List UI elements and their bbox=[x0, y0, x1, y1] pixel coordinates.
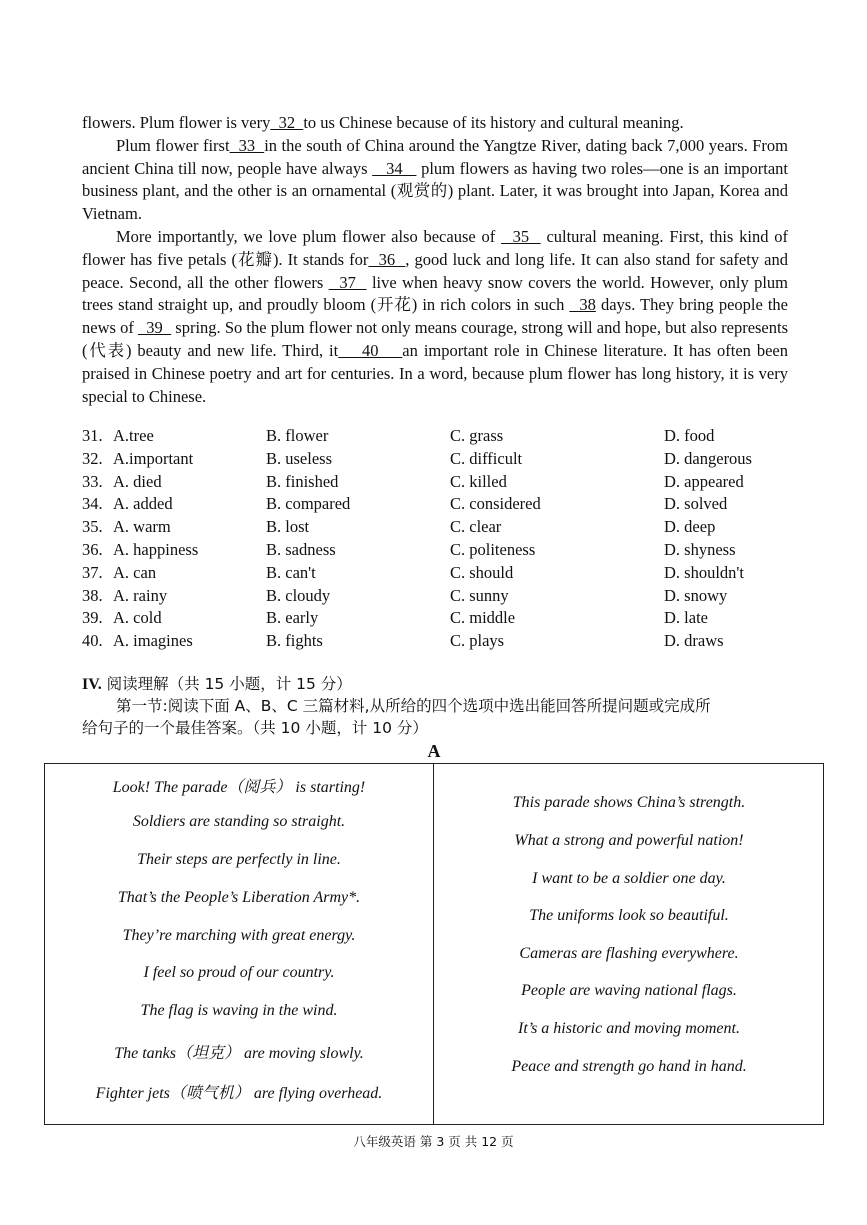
blank-32: 32 bbox=[270, 113, 304, 132]
option-a: A. imagines bbox=[113, 631, 193, 651]
passage-text: an important role in Chinese literature. It has often been praised in Chinese poetry and art for centuries. In a word, because plum flower has long history, it is very special to Chinese. bbox=[82, 340, 788, 406]
passage-text: plum flowers as having two roles—one is an important business plant, and the other is an ornamental (观赏的) plant. Later, it was brought into Japan, Korea and Vietnam. bbox=[82, 158, 788, 224]
option-row bbox=[82, 607, 782, 630]
blank-33: 33 bbox=[229, 135, 265, 155]
option-c: C. sunny bbox=[450, 585, 509, 605]
poem-line: Cameras are flashing everywhere. bbox=[519, 945, 739, 962]
option-d: D. food bbox=[664, 426, 715, 445]
poem-line: Peace and strength go hand in hand. bbox=[511, 1058, 747, 1075]
passage-text: in the south of China around the Yangtze River, dating back 7,000 years. From ancient China till now, people have always bbox=[82, 135, 788, 178]
question-number: 40. bbox=[82, 631, 103, 651]
question-number: 33. bbox=[82, 471, 103, 491]
passage-text: Plum flower first bbox=[116, 135, 230, 155]
blank-34: 34 bbox=[372, 158, 417, 178]
passage-paragraph-3 bbox=[82, 226, 788, 408]
passage-text: spring. So the plum flower not only means courage, strong will and hope, but also represents (代表) beauty and new life. Third, it bbox=[82, 318, 789, 360]
poem-line: Soldiers are standing so straight. bbox=[132, 813, 346, 830]
option-row bbox=[82, 516, 782, 539]
question-number: 36. bbox=[82, 539, 103, 559]
option-d: D. snowy bbox=[664, 585, 728, 605]
option-c: C. politeness bbox=[450, 539, 536, 559]
section-number: IV. bbox=[82, 676, 102, 693]
poem-line: Fighter jets（喷气机） are flying overhead. bbox=[95, 1085, 383, 1102]
passage-letter: A bbox=[427, 741, 441, 761]
passage-text: live when heavy snow covers the world. However, only plum trees stand straight up, and proudly bloom (开花) in rich colors in such bbox=[82, 272, 788, 315]
poem-line: People are waving national flags. bbox=[521, 982, 737, 999]
poem-line: I feel so proud of our country. bbox=[143, 964, 335, 981]
poem-line: Their steps are perfectly in line. bbox=[137, 851, 341, 868]
option-row bbox=[82, 471, 782, 494]
question-number: 34. bbox=[82, 494, 103, 514]
poem-line: That’s the People’s Liberation Army*. bbox=[117, 889, 361, 906]
option-b: B. sadness bbox=[266, 539, 336, 559]
blank-37: 37 bbox=[328, 272, 367, 292]
option-d: D. late bbox=[664, 608, 708, 628]
option-b: B. can't bbox=[266, 562, 316, 582]
option-c: C. difficult bbox=[450, 448, 523, 468]
option-a: A.important bbox=[113, 448, 194, 468]
option-a: A. can bbox=[113, 562, 157, 582]
option-c: C. grass bbox=[450, 426, 504, 445]
instruction-line-1: 第一节:阅读下面 A、B、C 三篇材料,从所给的四个选项中选出能回答所提问题或完成所 bbox=[116, 697, 711, 715]
option-row bbox=[82, 630, 782, 653]
option-row bbox=[82, 493, 782, 516]
question-number: 35. bbox=[82, 517, 103, 537]
section-title: 阅读理解（共 15 小题，计 15 分） bbox=[101, 675, 352, 693]
option-b: B. early bbox=[266, 608, 319, 628]
question-number: 31. bbox=[82, 426, 103, 445]
instruction-line-2: 给句子的一个最佳答案。（共 10 小题，计 10 分） bbox=[82, 719, 428, 737]
option-d: D. dangerous bbox=[664, 448, 752, 468]
option-c: C. middle bbox=[450, 608, 516, 628]
option-b: B. lost bbox=[266, 517, 310, 537]
passage-text: , good luck and long life. It can also stand for safety and peace. Second, all the other flowers bbox=[82, 249, 788, 292]
answer-options bbox=[82, 425, 782, 653]
option-row bbox=[82, 585, 782, 608]
passage-text: More importantly, we love plum flower also because of bbox=[116, 226, 502, 246]
passage-text: flowers. Plum flower is very bbox=[82, 113, 271, 132]
blank-40: 40 bbox=[338, 340, 403, 360]
passage-paragraph-1 bbox=[82, 112, 788, 135]
option-a: A. died bbox=[113, 471, 162, 491]
blank-35: 35 bbox=[501, 226, 541, 246]
poem-line: They’re marching with great energy. bbox=[122, 927, 356, 944]
question-number: 37. bbox=[82, 562, 103, 582]
option-c: C. should bbox=[450, 562, 514, 582]
option-d: D. deep bbox=[664, 517, 716, 537]
poem-line: The tanks（坦克） are moving slowly. bbox=[114, 1045, 364, 1062]
passage-text: days. They bring people the news of bbox=[82, 295, 788, 338]
option-b: B. compared bbox=[266, 494, 351, 514]
option-a: A. warm bbox=[113, 517, 171, 537]
poem-line: This parade shows China’s strength. bbox=[512, 794, 746, 811]
option-b: B. finished bbox=[266, 471, 339, 491]
option-b: B. fights bbox=[266, 631, 323, 651]
option-c: C. killed bbox=[450, 471, 507, 491]
option-row bbox=[82, 539, 782, 562]
option-a: A. added bbox=[113, 494, 173, 514]
question-number: 32. bbox=[82, 448, 103, 468]
option-a: A. rainy bbox=[113, 585, 168, 605]
poem-line: The uniforms look so beautiful. bbox=[529, 907, 729, 924]
option-c: C. considered bbox=[450, 494, 541, 514]
poem-line: It’s a historic and moving moment. bbox=[518, 1020, 740, 1037]
option-b: B. useless bbox=[266, 448, 332, 468]
poem-line: The flag is waving in the wind. bbox=[140, 1002, 338, 1019]
option-d: D. draws bbox=[664, 631, 724, 651]
option-b: B. flower bbox=[266, 426, 329, 445]
passage-text: to us Chinese because of its history and cultural meaning. bbox=[303, 113, 684, 132]
poem-line: What a strong and powerful nation! bbox=[514, 832, 744, 849]
option-c: C. clear bbox=[450, 517, 502, 537]
option-d: D. appeared bbox=[664, 471, 744, 491]
passage-paragraph-2 bbox=[82, 135, 788, 226]
option-d: D. shyness bbox=[664, 539, 736, 559]
section-heading bbox=[82, 673, 352, 696]
passage-text: cultural meaning. First, this kind of flower has five petals (花瓣). It stands for bbox=[82, 226, 789, 269]
option-a: A. cold bbox=[113, 608, 162, 628]
page-footer: 八年级英语 第 3 页 共 12 页 bbox=[353, 1134, 514, 1149]
cloze-passage bbox=[82, 112, 788, 408]
option-a: A.tree bbox=[113, 426, 154, 445]
blank-38: 38 bbox=[569, 295, 596, 315]
option-b: B. cloudy bbox=[266, 585, 331, 605]
option-row bbox=[82, 448, 782, 471]
option-row bbox=[82, 562, 782, 585]
question-number: 38. bbox=[82, 585, 103, 605]
poem-line: Look! The parade（阅兵） is starting! bbox=[112, 779, 366, 796]
option-row bbox=[82, 425, 782, 448]
poem-box bbox=[44, 763, 824, 1125]
column-divider bbox=[433, 764, 434, 1124]
option-c: C. plays bbox=[450, 631, 505, 651]
option-d: D. shouldn't bbox=[664, 562, 744, 582]
option-a: A. happiness bbox=[113, 539, 199, 559]
section-instruction bbox=[82, 695, 788, 739]
question-number: 39. bbox=[82, 608, 103, 628]
blank-39: 39 bbox=[137, 318, 172, 338]
option-d: D. solved bbox=[664, 494, 728, 514]
poem-line: I want to be a soldier one day. bbox=[532, 870, 726, 887]
blank-36: 36 bbox=[368, 249, 406, 269]
